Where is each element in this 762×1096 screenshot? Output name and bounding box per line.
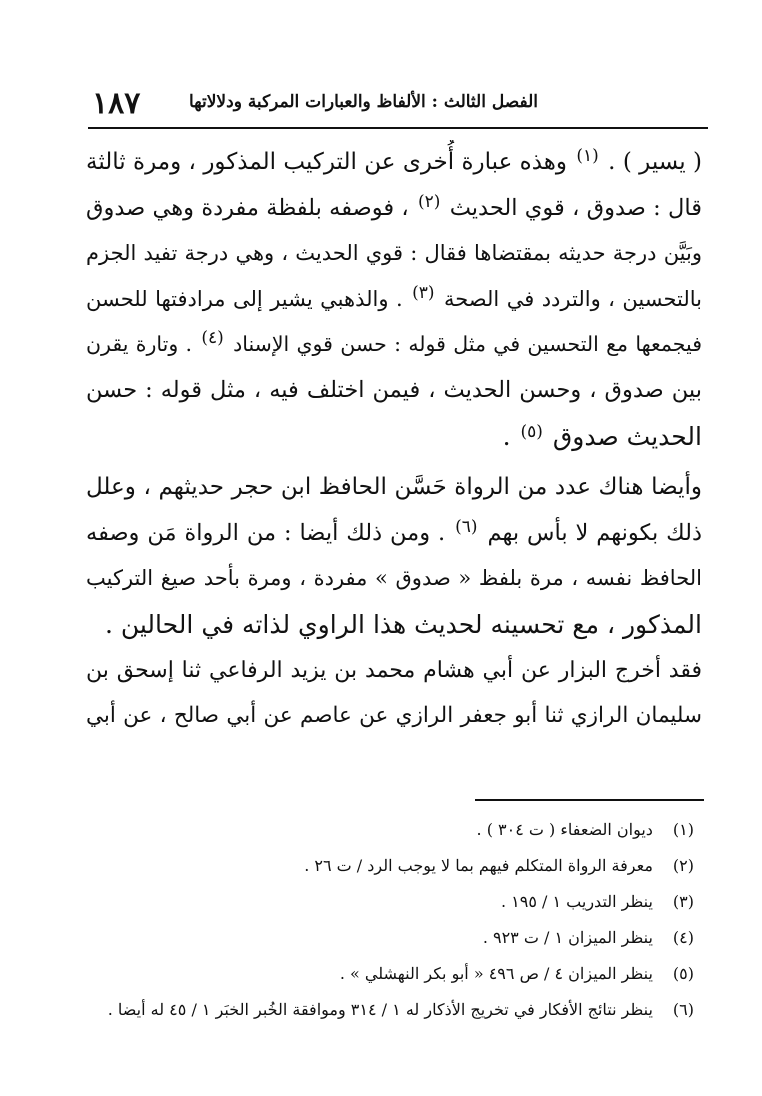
footnote-number: (٢) — [672, 856, 694, 875]
footnote-ref[interactable]: (٢) — [417, 191, 441, 212]
footnote — [54, 848, 694, 884]
footnote-number: (٦) — [672, 1000, 694, 1019]
footnote-text: ديوان الضعفاء ( ت ٣٠٤ ) . — [476, 820, 653, 839]
footnote-text: ينظر نتائج الأفكار في تخريج الأذكار له ١ / ٣١٤ وموافقة الخُبر الخبَر ١ / ٤٥ له أيضا . — [107, 1000, 653, 1019]
text-line: بين صدوق ، وحسن الحديث ، فيمن اختلف فيه ، مثل قوله : حسن — [86, 376, 702, 403]
footnote-number: (٥) — [672, 964, 694, 983]
footnote — [54, 920, 694, 956]
footnote-text: ينظر الميزان ٤ / ص ٤٩٦ « أبو بكر النهشلي » . — [339, 964, 653, 983]
footnote-divider — [475, 799, 704, 801]
footnotes — [54, 812, 694, 1028]
text-line: ذلك بكونهم لا بأس بهم $^{(٦)}$ . ومن ذلك أيضا : من الرواة مَن وصفه — [86, 516, 702, 546]
text-line: فيجمعها مع التحسين في مثل قوله : حسن قوي الإسناد $^{(٤)}$ . وتارة يقرن — [86, 328, 702, 357]
footnote-text: ينظر التدريب ١ / ١٩٥ . — [500, 892, 653, 911]
footnote-ref[interactable]: (١) — [576, 146, 599, 166]
text-line: الحديث صدوق $^{(٥)}$ . — [502, 421, 702, 451]
text-line: قال : صدوق ، قوي الحديث $^{(٢)}$ ، فوصفه بلفظة مفردة وهي صدوق — [86, 191, 702, 221]
footnote-number: (١) — [672, 820, 694, 839]
footnote — [54, 884, 694, 920]
footnote-ref[interactable]: (٤) — [201, 328, 224, 349]
footnote-text: ينظر الميزان ١ / ت ٩٢٣ . — [482, 928, 653, 947]
page-number: ١٨٧ — [92, 86, 141, 121]
header-divider — [88, 127, 708, 129]
page-header — [88, 80, 708, 126]
footnote — [54, 812, 694, 848]
footnote-text: معرفة الرواة المتكلم فيهم بما لا يوجب الرد / ت ٢٦ . — [304, 856, 653, 875]
text-line: وبَيَّن درجة حديثه بمقتضاها فقال : قوي الحديث ، وهي درجة تفيد الجزم — [86, 241, 702, 266]
text-line: سليمان الرازي ثنا أبو جعفر الرازي عن عاصم عن أبي صالح ، عن أبي — [86, 703, 702, 729]
footnote-ref[interactable]: (٥) — [520, 421, 543, 442]
footnote-ref[interactable]: (٦) — [455, 516, 478, 537]
footnote-ref[interactable]: (٣) — [412, 282, 435, 303]
running-title: الفصل الثالث : الألفاظ والعبارات المركبة ودلالاتها — [188, 92, 538, 112]
main-text — [86, 140, 702, 739]
footnote-number: (٤) — [672, 928, 694, 947]
footnote — [54, 956, 694, 992]
footnote-number: (٣) — [672, 892, 694, 911]
text-line: الحافظ نفسه ، مرة بلفظ « صدوق » مفردة ، ومرة بأحد صيغ التركيب — [86, 566, 702, 591]
text-line: المذكور ، مع تحسينه لحديث هذا الراوي لذاته في الحالين . — [104, 609, 702, 639]
footnote — [54, 992, 694, 1028]
text-line: وأيضا هناك عدد من الرواة حَسَّن الحافظ ابن حجر حديثهم ، وعلل — [86, 474, 702, 501]
text-line: ( يسير ) . $^{(١)}$ وهذه عبارة أُخرى عن التركيب المذكور ، ومرة ثالثة — [86, 146, 702, 175]
text-line: فقد أخرج البزار عن أبي هشام محمد بن يزيد الرفاعي ثنا إسحق بن — [86, 657, 702, 683]
text-line: بالتحسين ، والتردد في الصحة $^{(٣)}$ . والذهبي يشير إلى مرادفتها للحسن — [86, 282, 702, 311]
